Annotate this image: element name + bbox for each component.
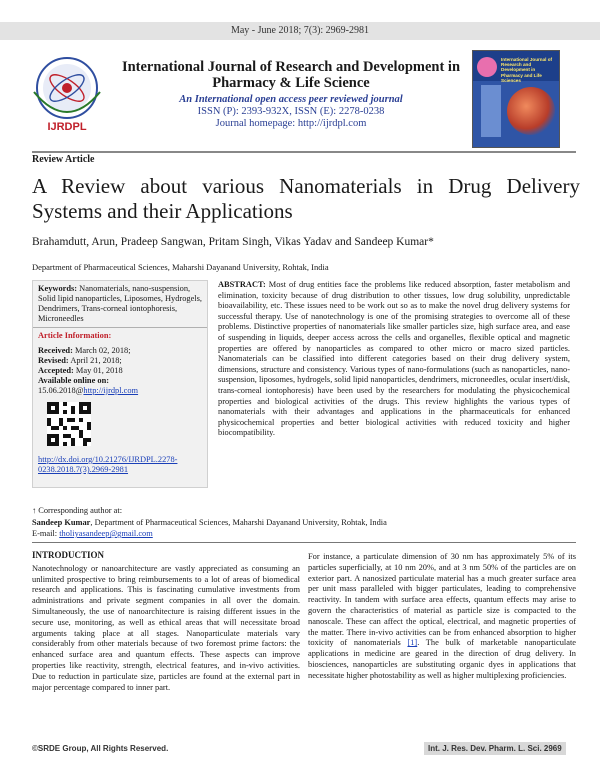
- intro-column-1: [32, 550, 300, 693]
- corr-label: ↑ Corresponding author at:: [32, 506, 123, 515]
- intro-paragraph-1: Nanotechnology or nanoarchitecture are vastly appreciated as consuming an unlimited prospective to bring reimbursements to a lot of areas of biomedical research and applications. This is fascinating cumulative investments from administrations and private segment companies in all over the domain. Simultaneously, the use of nanoarchitecture is raising different issues in the secure use, monitoring, as well as ethical areas that will necessitate broad arguments taking place at all stages. Nanoparticulate materials vary considerably from other materials because of two foremost prime factors: the enhanced surface area and quantum effects. These aspects can improve properties like reactivity, strength, electrical features, and in-vivo activities. Due to reduction in particulate size, particles are found at the external part in major percentage compared to inner part.: [32, 563, 300, 692]
- intro-paragraph-2a: For instance, a particulate dimension of 30 nm has approximately 5% of its particles superficially, at 10 nm 20%, and at 3 nm 50% of the particles are on exterior part. A nanosized particulate material has a much greater surface area per unit mass paralleled with bigger particulates, leading to comprehensive reactivity. In tandem with surface area effects, quantum effects may arise to govern the characteristics of material as particle size is compacted to the nanoscale. These can affect the optical, electrical, and magnetic properties of the matter. There in-vivo activities can be from enhanced absorption to higher toxicity of nanomaterials: [308, 552, 576, 648]
- online-date: 15.06.2018@: [38, 386, 84, 395]
- abstract-text: Most of drug entities face the problems like reduced absorption, faster metabolism and elimination, toxicity because of drug distribution to other tissues, low drug solubility, unpredictable bioavailability, etc. These issues need to be work out so as to make the novel drug delivery systems for successful therapy. Use of nanotechnology is one of the promising strategies to overcome all of these problems. Distinctive properties of nanomaterials like smaller particles size, high surface area, and ease of suspending in liquids, deeper access across the cells and organelles, flexible optical and magnetic properties are offered by nanoparticles as compared to other micro or macro sized particles. Nanomaterials can be classified into different categories based on their drug delivery system, dimensions, structure and consistency. Various types of nano-formulations (such as nanoparticles, nano-suspension, liposomes, hydrogels, solid lipid nanoparticles, dendrimers, microneedles, ocular insert/disk, trans-corneal iontophoresis) have been used by the researchers for modulating the physicochemical properties and biological activities of the drugs. This review highlights the various types of nanomaterials with their advantages and applications in the pharmaceuticals for enhanced physicochemical properties and better biological activities with reduced toxicity and higher biocompatibility.: [218, 280, 571, 438]
- cover-title: International Journal of Research and Development in Pharmacy and Life Sciences: [501, 57, 553, 83]
- article-department: Department of Pharmaceutical Sciences, Maharshi Dayanand University, Rohtak, India: [32, 262, 329, 272]
- online-label: Available online on:: [38, 376, 110, 385]
- article-info-box: [32, 280, 208, 488]
- email-link[interactable]: tholiyasandeep@gmail.com: [59, 529, 153, 538]
- footer-page: Int. J. Res. Dev. Pharm. L. Sci. 2969: [424, 742, 566, 755]
- revised-date: April 21, 2018;: [70, 356, 122, 365]
- revised-label: Revised:: [38, 356, 69, 365]
- logo-text: IJRDPL: [47, 121, 87, 133]
- journal-issn: ISSN (P): 2393-932X, ISSN (E): 2278-0238: [197, 106, 385, 117]
- dates-block: [33, 341, 207, 396]
- article-authors: Brahamdutt, Arun, Pradeep Sangwan, Pritam Singh, Vikas Yadav and Sandeep Kumar*: [32, 236, 434, 248]
- article-type: Review Article: [32, 154, 95, 165]
- journal-cover: [472, 50, 560, 148]
- journal-logo: [26, 52, 108, 134]
- article-info-label: Article Information:: [38, 331, 112, 340]
- doi-block: [33, 451, 207, 475]
- journal-title: International Journal of Research and Development in Pharmacy & Life Science: [121, 59, 461, 91]
- correspondence: [32, 505, 576, 540]
- qr-wrap: [33, 396, 207, 451]
- abstract: [218, 280, 570, 439]
- doi-link[interactable]: http://dx.doi.org/10.21276/IJRDPL.2278-0238.2018.7(3).2969-2981: [38, 455, 178, 474]
- issue-text: May - June 2018; 7(3): 2969-2981: [230, 25, 370, 36]
- intro-paragraph-2b: . The bulk of marketable nanoparticulate applications in medicine are geared in the direction of drug delivery. In biosciences, nanoparticles are substituting organic dyes in applications that necessitate higher photostability as well as higher multiplexing proficiencies.: [308, 638, 576, 680]
- keywords-label: Keywords:: [38, 284, 78, 293]
- footer-copyright: ©SRDE Group, All Rights Reserved.: [32, 744, 169, 753]
- issue-band: [0, 22, 600, 40]
- received-date: March 02, 2018;: [74, 346, 131, 355]
- article-title: A Review about various Nanomaterials in Drug Delivery Systems and their Applications: [32, 174, 580, 223]
- intro-column-2: [308, 552, 576, 682]
- corr-affiliation: , Department of Pharmaceutical Sciences, Maharshi Dayanand University, Rohtak, India: [90, 517, 387, 527]
- citation-link[interactable]: [1]: [407, 638, 418, 648]
- abstract-label: ABSTRACT:: [218, 280, 266, 289]
- keywords-block: [33, 281, 207, 324]
- received-label: Received:: [38, 346, 73, 355]
- accepted-label: Accepted:: [38, 366, 74, 375]
- email-label: E-mail:: [32, 529, 58, 538]
- accepted-date: May 01, 2018: [75, 366, 123, 375]
- online-link[interactable]: http://ijrdpl.com: [83, 386, 139, 395]
- journal-tagline: An International open access peer reviewed journal: [179, 94, 403, 105]
- header-divider: [32, 151, 576, 153]
- keywords: Nanomaterials, nano-suspension, Solid lipid nanoparticles, Liposomes, Hydrogels, Dendrimers, Trans-corneal iontophoresis, Microneedles: [38, 284, 202, 323]
- qr-code-icon[interactable]: [47, 402, 91, 446]
- corr-name: Sandeep Kumar: [32, 517, 91, 527]
- body-divider: [32, 542, 576, 543]
- journal-homepage[interactable]: Journal homepage: http://ijrdpl.com: [215, 118, 367, 129]
- intro-heading: INTRODUCTION: [32, 550, 105, 560]
